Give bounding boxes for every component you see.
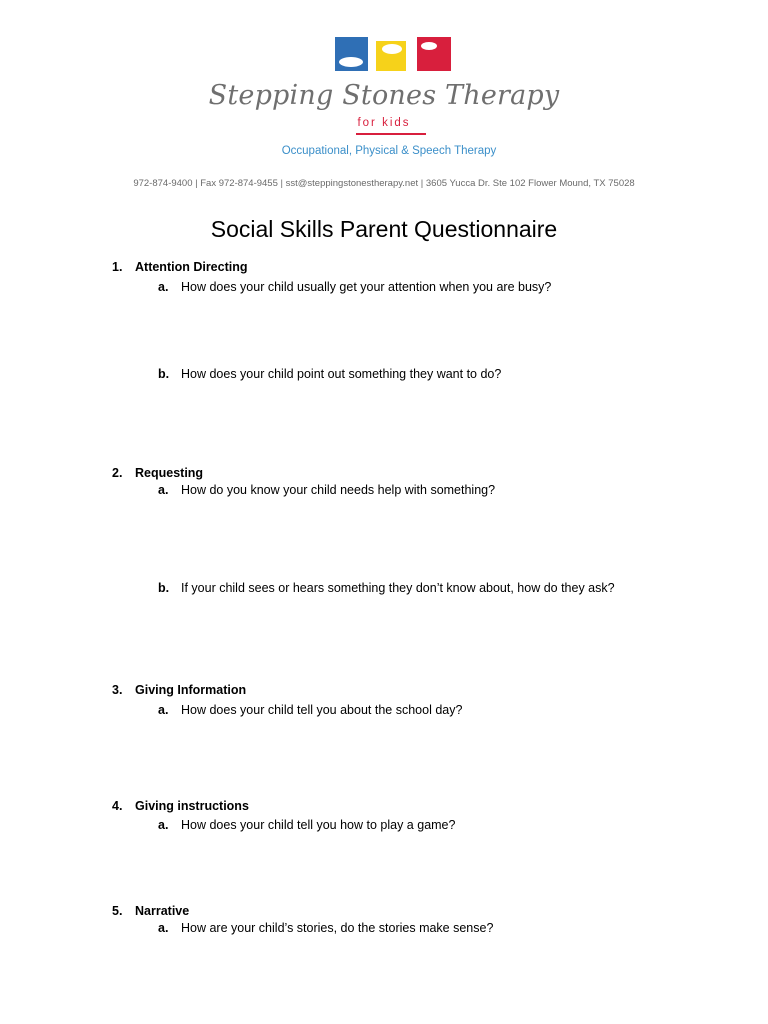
question-letter: b. xyxy=(158,581,170,595)
question-text: How do you know your child needs help with something? xyxy=(181,483,496,497)
question-item xyxy=(158,581,615,595)
question-item xyxy=(158,921,493,935)
question-letter: a. xyxy=(158,921,169,935)
section-heading: Attention Directing xyxy=(135,260,248,274)
brand-subtitle: for kids xyxy=(357,117,411,129)
section-giving-instructions xyxy=(112,799,249,813)
question-text: If your child sees or hears something they don’t know about, how do they ask? xyxy=(181,581,615,595)
section-requesting xyxy=(112,466,203,480)
question-text: How does your child tell you how to play a game? xyxy=(181,818,456,832)
question-letter: a. xyxy=(158,280,169,294)
section-heading: Requesting xyxy=(135,466,204,480)
question-letter: b. xyxy=(158,367,170,381)
section-heading: Giving instructions xyxy=(135,799,249,813)
brand-underline xyxy=(356,133,426,135)
logo-yellow-stone-highlight xyxy=(382,44,402,54)
logo-blue-stone-highlight xyxy=(339,57,363,67)
section-number: 4. xyxy=(112,799,123,813)
tagline: Occupational, Physical & Speech Therapy xyxy=(281,145,497,157)
question-text: How are your child’s stories, do the stories make sense? xyxy=(181,921,494,935)
question-letter: a. xyxy=(158,483,169,497)
section-giving-information xyxy=(112,683,246,697)
stepping-stones-logo xyxy=(333,35,453,73)
question-item xyxy=(158,703,462,717)
brand-name: Stepping Stones Therapy xyxy=(208,80,560,111)
question-letter: a. xyxy=(158,703,169,717)
question-item xyxy=(158,483,495,497)
section-number: 1. xyxy=(112,260,123,274)
question-text: How does your child usually get your attention when you are busy? xyxy=(181,280,552,294)
logo-red-stone-highlight xyxy=(421,42,437,50)
page-title: Social Skills Parent Questionnaire xyxy=(210,216,558,242)
logo-red-stone xyxy=(417,37,451,71)
section-narrative xyxy=(112,904,189,918)
question-item xyxy=(158,818,455,832)
section-heading: Giving Information xyxy=(135,683,247,697)
contact-line: 972-874-9400 | Fax 972-874-9455 | sst@steppingstonestherapy.net | 3605 Yucca Dr. Ste 102 Flower Mound, TX 75028 xyxy=(133,178,635,189)
question-item xyxy=(158,280,551,294)
section-number: 5. xyxy=(112,904,123,918)
section-attention-directing xyxy=(112,260,248,274)
section-number: 2. xyxy=(112,466,123,480)
question-text: How does your child tell you about the school day? xyxy=(181,703,463,717)
question-letter: a. xyxy=(158,818,169,832)
question-item xyxy=(158,367,501,381)
section-heading: Narrative xyxy=(135,904,190,918)
question-text: How does your child point out something they want to do? xyxy=(181,367,502,381)
section-number: 3. xyxy=(112,683,123,697)
